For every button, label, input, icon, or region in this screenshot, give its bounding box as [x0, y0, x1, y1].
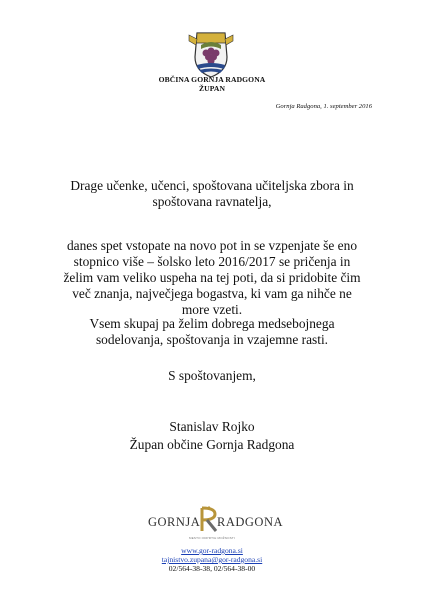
email-row: [0, 555, 424, 564]
paragraph-line: stopnico više – šolsko leto 2016/2017 se pričenja in: [73, 254, 351, 269]
letter-date: Gornja Radgona, 1. september 2016: [275, 103, 372, 110]
town-logo: [146, 503, 283, 540]
phone-numbers: 02/564-38-38, 02/564-38-00: [168, 564, 256, 573]
email-link[interactable]: tajnistvo.zupana@gor-radgona.si: [161, 555, 263, 564]
signature-block: [52, 418, 372, 454]
logo-text-left: GORNJA: [148, 515, 201, 529]
greeting-line: spoštovana ravnatelja,: [152, 194, 272, 209]
greeting-line: Drage učenke, učenci, spoštovana učiteljska zbora in: [70, 178, 354, 193]
greeting: [52, 178, 372, 210]
website-link[interactable]: www.gor-radgona.si: [181, 546, 243, 555]
signer-name: Stanislav Rojko: [169, 419, 255, 434]
website-row: [0, 546, 424, 555]
paragraph-line: več znanja, največjega bogastva, ki vam ga nihče ne: [72, 286, 352, 301]
municipality-crest-icon: [187, 27, 235, 79]
paragraph-line: more vzeti.: [181, 302, 243, 317]
closing: S spoštovanjem,: [168, 368, 256, 383]
signer-title: Župan občine Gornja Radgona: [129, 437, 295, 452]
logo-tagline: MESTO ODPRTIH MOŽNOSTI: [189, 536, 235, 540]
paragraph-line: Vsem skupaj pa želim dobrega medsebojnega: [89, 316, 335, 331]
municipality-name: OBČINA GORNJA RADGONA: [158, 75, 266, 84]
paragraph-wishes: [52, 238, 372, 318]
paragraph-line: sodelovanja, spoštovanja in vzajemne rasti.: [95, 332, 329, 347]
paragraph-cooperation: [52, 316, 372, 348]
paragraph-line: želim vam veliko uspeha na tej poti, da si pridobite čim: [63, 270, 361, 285]
logo-text-right: RADGONA: [217, 515, 283, 529]
office-title: ŽUPAN: [198, 84, 226, 93]
paragraph-line: danes spet vstopate na novo pot in se vzpenjate še eno: [66, 238, 358, 253]
